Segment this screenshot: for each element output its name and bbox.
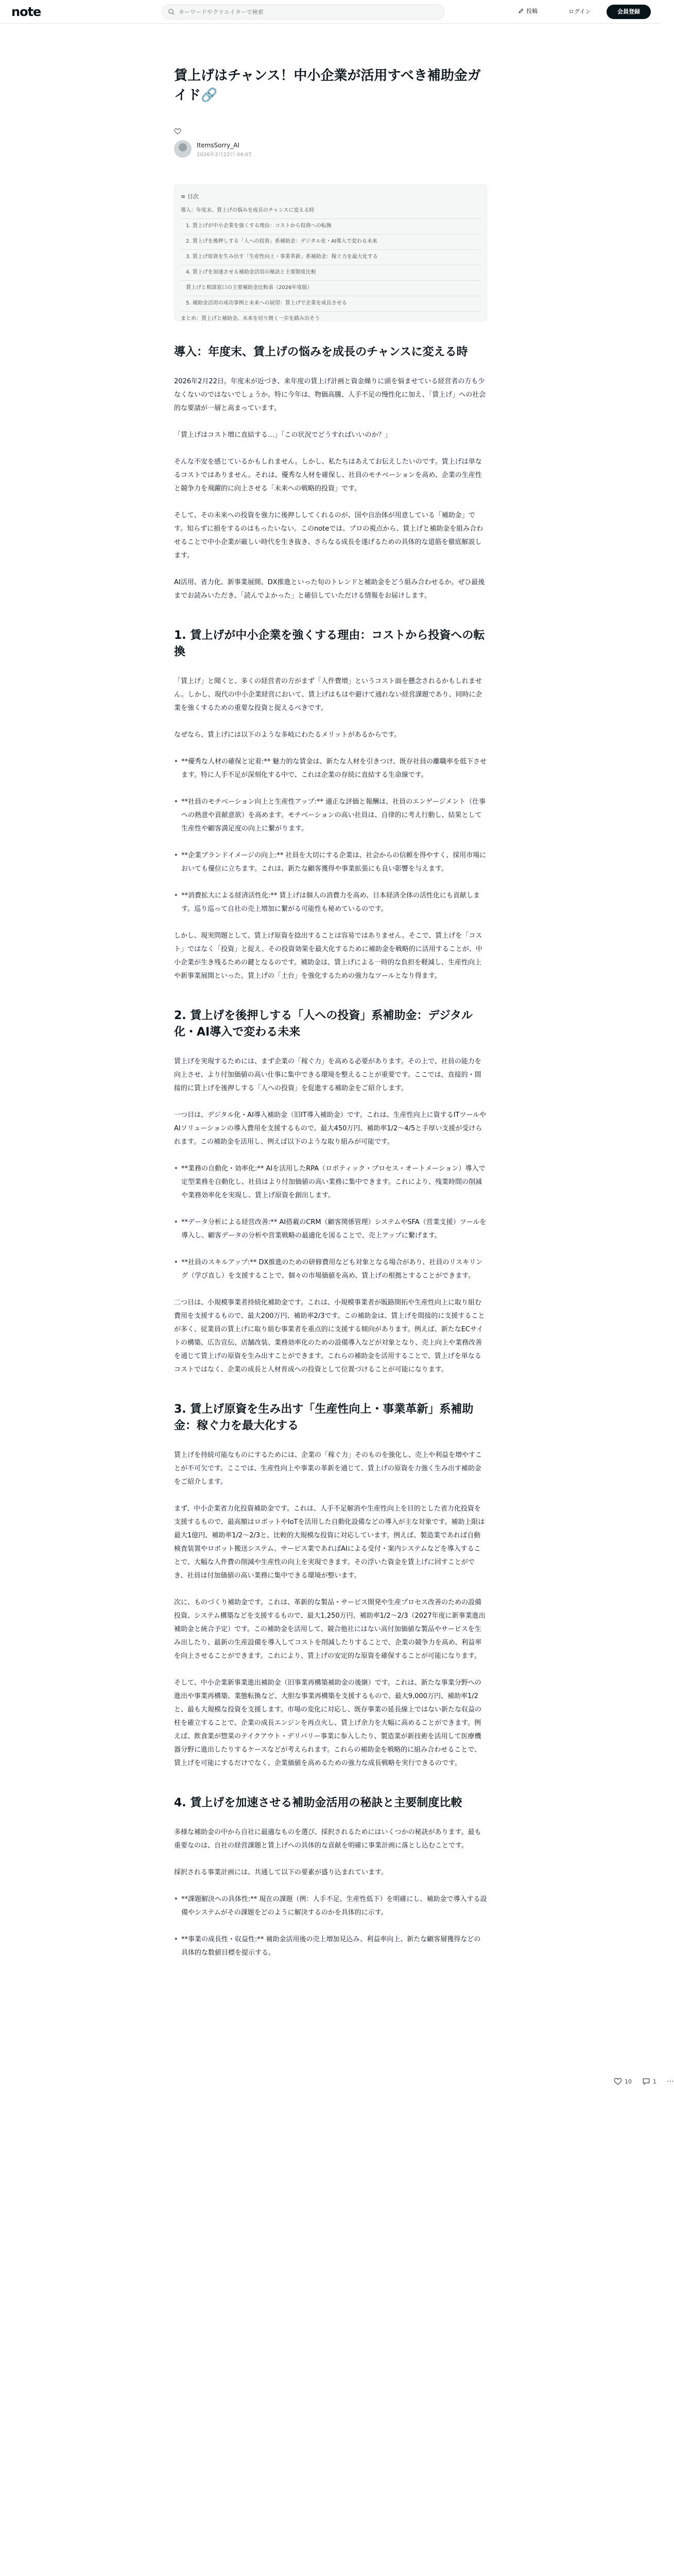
pen-icon bbox=[518, 8, 524, 14]
list-item: • **業務の自動化・効率化:** AIを活用したRPA（ロボティック・プロセス・オートメーション）導入で定型業務を自動化し、社員はより付加価値の高い業務に集中できます。これにより、残業時間の削減や業務効率化を実現し、賃上げ原資を創出します。 bbox=[174, 1162, 487, 1202]
paragraph: なぜなら、賃上げには以下のような多岐にわたるメリットがあるからです。 bbox=[174, 731, 401, 739]
paragraph: 賃上げを実現するためには、まず企業の「稼ぐ力」を高める必要があります。その上で、社員の能力を向上させ、より付加価値の高い仕事に集中できる環境を整えることが重要です。ここでは、直接的・間接的に賃上げを後押しする「人への投資」を促進する補助金をご紹介します。 bbox=[174, 1058, 481, 1092]
article-body bbox=[174, 344, 487, 1973]
list-item: • **社員のスキルアップ:** DX推進のための研修費用なども対象となる場合があり、社員のリスキリング（学び直し）を支援することで、個々の市場価値を高め、賃上げの根拠とすることができます。 bbox=[174, 1256, 487, 1283]
list-item: • **優秀な人材の確保と定着:** 魅力的な賃金は、新たな人材を引きつけ、既存社員の離職率を低下させます。特に人手不足が深刻化する中で、これは企業の存続に直結する生命線です。 bbox=[174, 755, 487, 782]
author-name[interactable]: ItemsSorry_AI bbox=[197, 142, 240, 149]
like-button[interactable] bbox=[614, 2077, 632, 2086]
paragraph: そして、中小企業新事業進出補助金（旧事業再構築補助金の後継）です。これは、新たな事業分野への進出や事業再構築、業態転換など、大胆な事業再構築を支援するもので、最大9,000万円、補助率1/2と、最も大規模な投資を支援します。市場の変化に対応し、既存事業の延長線上ではない新たな収益の柱を確立することで、企業の成長エンジンを再点火し、賃上げ余力を大幅に高めることができます。例えば、飲食業が惣菜のテイクアウト・デリバリー事業に参入したり、製造業が新技術を活用して医療機器分野に進出したりするケースなどが考えられます。これらの補助金を戦略的に組み合わせることで、賃上げを可能にするだけでなく、企業価値を高めるための強力な成長戦略を実行できるのです。 bbox=[174, 1679, 481, 1767]
paragraph: 賃上げを持続可能なものにするためには、企業の「稼ぐ力」そのものを強化し、売上や利益を増やすことが不可欠です。ここでは、生産性向上や事業の革新を通じて、賃上げの原資を力強く生み出す補助金をご紹介します。 bbox=[174, 1451, 482, 1486]
list-item: • **事業の成長性・収益性:** 補助金活用後の売上増加見込み、利益率向上、新たな顧客層獲得などの具体的な数値目標を提示する。 bbox=[174, 1933, 487, 1960]
paragraph: 採択される事業計画には、共通して以下の要素が盛り込まれています。 bbox=[174, 1869, 388, 1876]
comment-count: 1 bbox=[653, 2078, 656, 2085]
more-icon: ⋯ bbox=[667, 2077, 674, 2086]
section-heading: 1. 賃上げが中小企業を強くする理由：コストから投資への転換 bbox=[174, 629, 485, 658]
floating-reactions bbox=[614, 2077, 674, 2086]
search-icon bbox=[168, 8, 175, 15]
toc-item[interactable]: 賃上げと相談窓口の主要補助金比較表（2026年度版） bbox=[181, 281, 481, 296]
note-logo[interactable]: note bbox=[11, 5, 41, 19]
section-heading: 導入：年度末、賃上げの悩みを成長のチャンスに変える時 bbox=[174, 346, 468, 359]
toc-list bbox=[181, 204, 481, 327]
signup-button[interactable]: 会員登録 bbox=[607, 5, 651, 19]
paragraph: 一つ目は、デジタル化・AI導入補助金（旧IT導入補助金）です。これは、生産性向上に資するITツールやAIソリューションの導入費用を支援するもので、最大450万円、補助率1/2〜4/5と手厚い支援が受けられます。この補助金を活用し、例えば以下のような取り組みが可能です。 bbox=[174, 1111, 487, 1146]
toc-heading[interactable]: ≡ 目次 bbox=[181, 193, 199, 200]
list-item: • **企業ブランドイメージの向上:** 社員を大切にする企業は、社会からの信頼を得やすく、採用市場においても優位に立ちます。これは、新たな顧客獲得や事業拡張にも良い影響を与えます。 bbox=[174, 849, 487, 876]
paragraph: まず、中小企業省力化投資補助金です。これは、人手不足解消や生産性向上を目的とした省力化投資を支援するもので、最高額はロボットやIoTを活用した自動化設備などの導入が主な対象です。補助上限は最大1億円、補助率1/2〜2/3と、比較的大規模な投資に対応しています。例えば、製造業であれば自動検査装置やロボット搬送システム、サービス業であればAIによる受付・案内システムなどを導入することで、大幅な人件費の削減や生産性の向上を実現できます。その浮いた資金を賃上げに回すことができ、社員は付加価値の高い業務に集中できる環境が整います。 bbox=[174, 1505, 485, 1580]
more-button[interactable] bbox=[667, 2077, 674, 2086]
list-item: • **消費拡大による経済活性化:** 賃上げは個人の消費力を高め、日本経済全体の活性化にも貢献します。巡り巡って自社の売上増加に繋がる可能性も秘めているのです。 bbox=[174, 889, 487, 916]
list-item: • **課題解決への具体性:** 現在の課題（例：人手不足、生産性低下）を明確にし、補助金で導入する設備やシステムがその課題をどのように解決するのかを具体的に示す。 bbox=[174, 1893, 487, 1920]
paragraph: 「賃上げ」と聞くと、多くの経営者の方がまず「人件費増」というコスト面を懸念されるかもしれません。しかし、現代の中小企業経営において、賃上げはもはや避けて通れない経営課題であり、同時に企業を強くするための重要な投資と捉えるべきです。 bbox=[174, 677, 482, 712]
toc-item[interactable]: まとめ：賃上げと補助金、未来を切り開く一歩を踏み出そう bbox=[181, 316, 320, 321]
paragraph: 次に、ものづくり補助金です。これは、革新的な製品・サービス開発や生産プロセス改善のための設備投資、システム構築などを支援するもので、最大1,250万円、補助率1/2〜2/3（2027年度に新事業進出補助金と統合予定）です。この補助金を活用して、競合他社にはない高付加価値な製品やサービスを生み出したり、最新の生産設備を導入してコストを削減したりすることで、企業の競争力を高め、利益率を向上させることができます。これにより、賃上げの安定的な原資を確保することが可能になります。 bbox=[174, 1599, 486, 1660]
login-link[interactable]: ログイン bbox=[568, 8, 591, 15]
paragraph: そして、その未来への投資を強力に後押ししてくれるのが、国や自治体が用意している「補助金」です。知らずに損をするのはもったいない。このnoteでは、プロの視点から、賃上げと補助金を組み合わせることで中小企業が厳しい時代を生き抜き、さらなる成長を遂げるための具体的な道筋を徹底解説します。 bbox=[174, 512, 483, 560]
paragraph: 多様な補助金の中から自社に最適なものを選び、採択されるためにはいくつかの秘訣があります。最も重要なのは、自社の経営課題と賃上げへの具体的な貢献を明確に事業計画に落とし込むことです。 bbox=[174, 1828, 481, 1850]
publish-date: 2026年2月22日 04:07 bbox=[197, 152, 252, 158]
section-heading: 4. 賃上げを加速させる補助金活用の秘訣と主要制度比較 bbox=[174, 1797, 462, 1809]
toc-item[interactable]: 5. 補助金活用の成功事例と未来への展望：賃上げで企業を成長させる bbox=[181, 296, 481, 312]
paragraph: しかし、現実問題として、賃上げ原資を捻出することは容易ではありません。そこで、賃上げを「コスト」ではなく「投資」と捉え、その投資効果を最大化するために補助金を戦略的に活用することが、中小企業が生き残るための鍵となるのです。補助金は、賃上げによる一時的な負担を軽減し、生産性向上や新事業展開といった、賃上げの「土台」を強化するための強力なツールとなり得ます。 bbox=[174, 932, 482, 980]
article-title: 賃上げはチャンス！中小企業が活用すべき補助金ガイド🔗 bbox=[174, 68, 481, 103]
author-info[interactable] bbox=[174, 140, 487, 161]
list-item: • **データ分析による経営改善:** AI搭載のCRM（顧客関係管理）システムやSFA（営業支援）ツールを導入し、顧客データの分析や営業戦略の最適化を図ることで、売上アップに繋げます。 bbox=[174, 1216, 487, 1243]
search-box[interactable] bbox=[162, 4, 445, 20]
list-item: • **社員のモチベーション向上と生産性アップ:** 適正な評価と報酬は、社員のエンゲージメント（仕事への熱意や貢献意欲）を高めます。モチベーションの高い社員は、自律的に考え行動し、結果として生産性や顧客満足度の向上に繋がります。 bbox=[174, 795, 487, 836]
top-navigation-bar bbox=[0, 0, 661, 24]
toc-item[interactable]: 導入：年度末、賃上げの悩みを成長のチャンスに変える時 bbox=[181, 204, 481, 219]
article bbox=[174, 66, 487, 1957]
heart-icon[interactable] bbox=[174, 128, 181, 135]
section-heading: 3. 賃上げ原資を生み出す「生産性向上・事業革新」系補助金：稼ぐ力を最大化する bbox=[174, 1403, 474, 1432]
section-heading: 2. 賃上げを後押しする「人への投資」系補助金：デジタル化・AI導入で変わる未来 bbox=[174, 1009, 473, 1039]
comment-button[interactable] bbox=[642, 2077, 656, 2086]
toc-item[interactable]: 2. 賃上げを後押しする「人への投資」系補助金：デジタル化・AI導入で変わる未来 bbox=[181, 234, 481, 250]
paragraph: 二つ目は、小規模事業者持続化補助金です。これは、小規模事業者が販路開拓や生産性向上に取り組む費用を支援するもので、最大200万円、補助率2/3です。この補助金は、賃上げを間接的に支援することが多く、従業員の賃上げに取り組む事業者を重点的に支援する傾向があります。例えば、新たなECサイトの構築、広告宣伝、店舗改装、業務効率化のための設備導入などが対象となり、売上向上や業務改善を通じて賃上げの原資を生み出すことができます。これらの補助金を活用することで、賃上げを単なるコストではなく、企業の成長と人材育成への投資として位置づけることが可能になります。 bbox=[174, 1299, 485, 1374]
table-of-contents bbox=[174, 184, 487, 321]
paragraph: AI活用、省力化、新事業展開、DX推進といった旬のトレンドと補助金をどう組み合わせるか。ぜひ最後までお読みいただき、「読んでよかった」と確信していただける情報をお届けします。 bbox=[174, 579, 485, 600]
post-button[interactable] bbox=[518, 7, 538, 15]
toc-item[interactable]: 3. 賃上げ原資を生み出す「生産性向上・事業革新」系補助金：稼ぐ力を最大化する bbox=[181, 250, 481, 265]
paragraph: 2026年2月22日。年度末が近づき、来年度の賃上げ計画と資金繰りに頭を悩ませている経営者の方も少なくないのではないでしょうか。特に今年は、物価高騰、人手不足の慢性化に加え、「賃上げ」への社会的な要請が一層と高まっています。 bbox=[174, 378, 486, 412]
toc-item[interactable]: 1. 賃上げが中小企業を強くする理由：コストから投資への転換 bbox=[181, 219, 481, 234]
paragraph: 「賃上げはコスト増に直結する…」「この状況でどうすればいいのか？」 bbox=[174, 431, 392, 439]
search-input[interactable] bbox=[179, 5, 436, 19]
heart-icon bbox=[614, 2077, 622, 2086]
toc-item[interactable]: 4. 賃上げを加速させる補助金活用の秘訣と主要制度比較 bbox=[181, 265, 481, 281]
comment-icon bbox=[642, 2077, 650, 2086]
list-icon: ≡ bbox=[181, 193, 186, 200]
like-count: 10 bbox=[625, 2078, 632, 2085]
post-button-label: 投稿 bbox=[526, 8, 538, 14]
avatar[interactable] bbox=[174, 140, 192, 158]
paragraph: そんな不安を感じているかもしれません。しかし、私たちはあえてお伝えしたいのです。賃上げは単なるコストではありません。それは、優秀な人材を確保し、社員のモチベーションを高め、企業の生産性と競争力を飛躍的に向上させる「未来への戦略的投資」です。 bbox=[174, 458, 482, 493]
